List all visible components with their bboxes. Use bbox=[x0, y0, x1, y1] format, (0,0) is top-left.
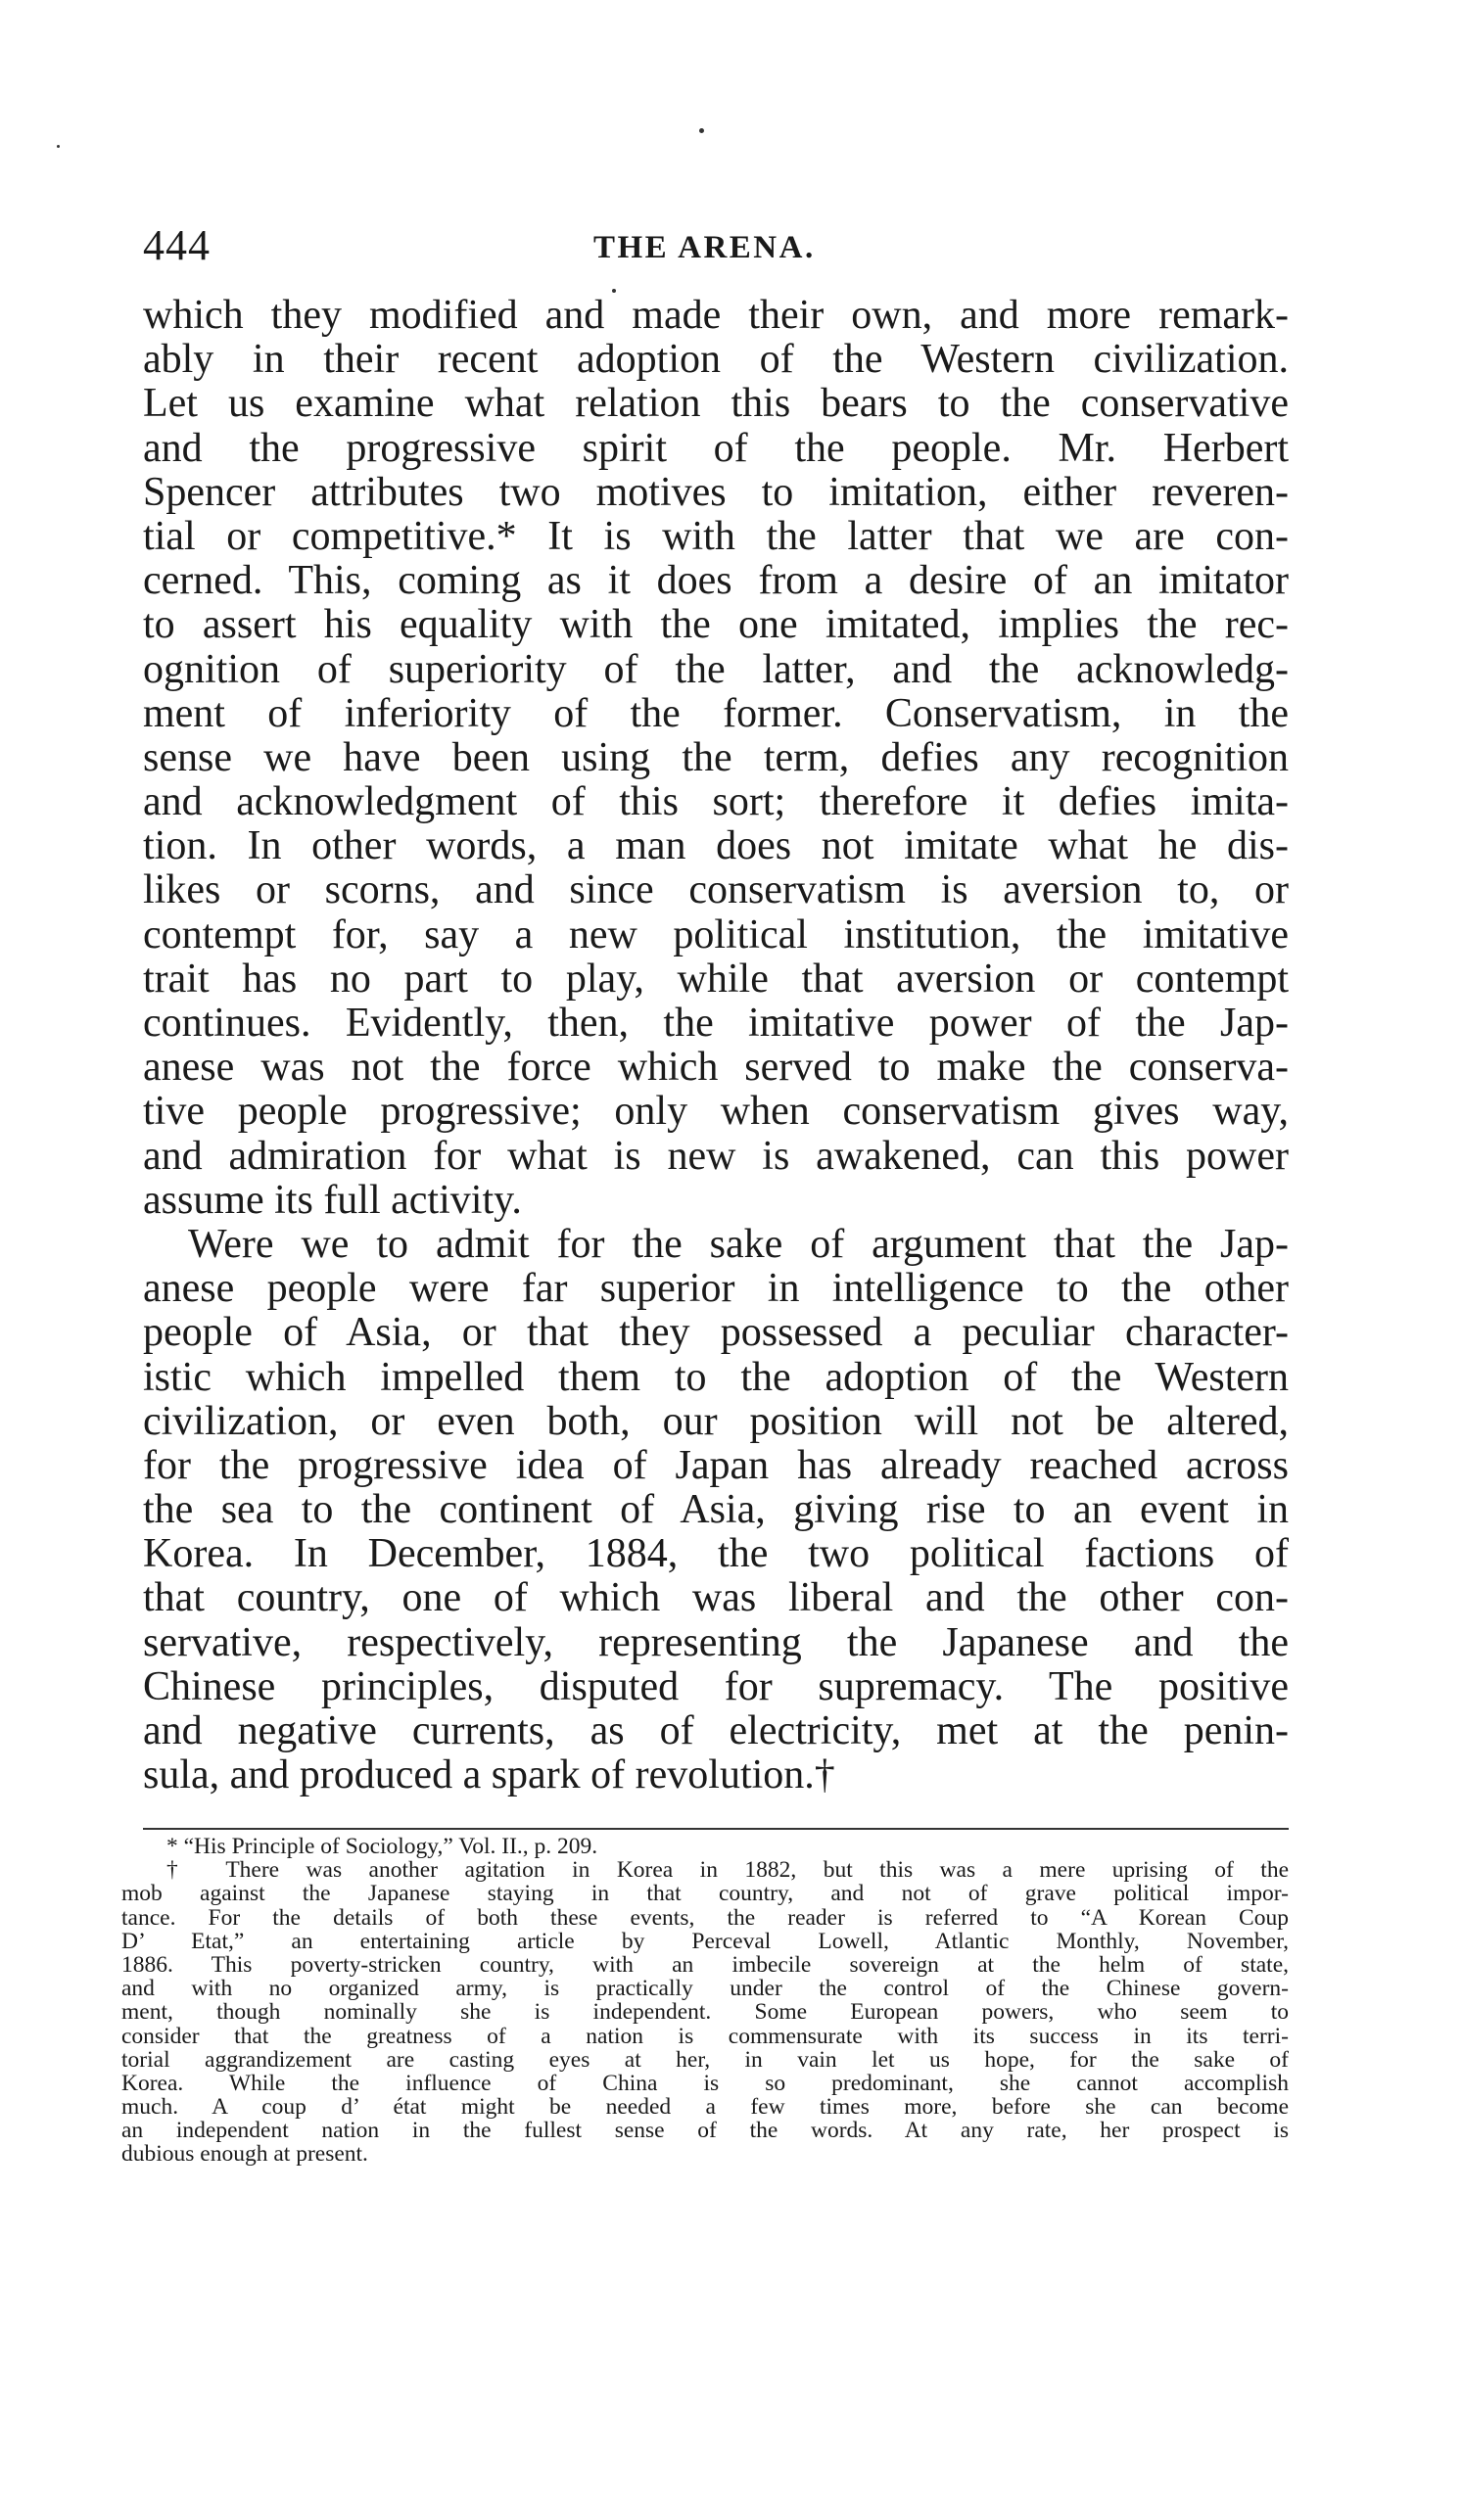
text-line: tive people progressive; only when conservatism gives way, bbox=[143, 1089, 1289, 1135]
footnote-line: 1886. This poverty-stricken country, with an imbecile sovereign at the helm of state, bbox=[121, 1951, 1289, 1978]
page-number: 444 bbox=[143, 221, 211, 269]
text-line: contempt for, say a new political institution, the imitative bbox=[143, 911, 1289, 957]
ink-speck bbox=[57, 145, 60, 148]
footnote-line: and with no organized army, is practically under the control of the Chinese govern- bbox=[121, 1976, 1289, 2002]
footnote-line: † There was another agitation in Korea in 1882, but this was a mere uprising of the bbox=[166, 1857, 1289, 1884]
footnote-line: * “His Principle of Sociology,” Vol. II., p. 209. bbox=[166, 1834, 598, 1859]
footnote-line: Korea. While the influence of China is so predominant, she cannot accomplish bbox=[121, 2070, 1289, 2096]
text-line: the sea to the continent of Asia, giving rise to an event in bbox=[143, 1487, 1289, 1533]
text-line: and admiration for what is new is awakened, can this power bbox=[143, 1133, 1289, 1179]
text-line: anese was not the force which served to make the conserva- bbox=[143, 1045, 1289, 1091]
footnotes bbox=[121, 1835, 1289, 2167]
text-line: ment of inferiority of the former. Conservatism, in the bbox=[143, 690, 1289, 736]
text-line: Chinese principles, disputed for supremacy. The positive bbox=[143, 1663, 1289, 1709]
text-line: that country, one of which was liberal and the other con- bbox=[143, 1575, 1289, 1621]
text-line: sense we have been using the term, defies any recognition bbox=[143, 734, 1289, 780]
text-line: assume its full activity. bbox=[143, 1177, 522, 1223]
footnote-line: consider that the greatness of a nation is commensurate with its success in its terri- bbox=[121, 2023, 1289, 2049]
text-line: Korea. In December, 1884, the two political factions of bbox=[143, 1531, 1289, 1577]
text-line: which they modified and made their own, and more remark- bbox=[143, 293, 1289, 338]
text-line: civilization, or even both, our position will not be altered, bbox=[143, 1398, 1289, 1444]
text-line: anese people were far superior in intelligence to the other bbox=[143, 1266, 1289, 1312]
text-line: likes or scorns, and since conservatism is aversion to, or bbox=[143, 867, 1289, 913]
footnote-line: tance. For the details of both these events, the reader is referred to “A Korean Coup bbox=[121, 1904, 1289, 1931]
text-line: Spencer attributes two motives to imitation, either reveren- bbox=[143, 469, 1289, 515]
footnote-line: mob against the Japanese staying in that country, and not of grave political impor- bbox=[121, 1881, 1289, 1907]
footnote-line: an independent nation in the fullest sense of the words. At any rate, her prospect is bbox=[121, 2118, 1289, 2144]
footnote-line: D’ Etat,” an entertaining article by Perceval Lowell, Atlantic Monthly, November, bbox=[121, 1928, 1289, 1954]
text-line: cerned. This, coming as it does from a desire of an imitator bbox=[143, 558, 1289, 604]
text-line: continues. Evidently, then, the imitative power of the Jap- bbox=[143, 1001, 1289, 1046]
footnote-line: ment, though nominally she is independent. Some European powers, who seem to bbox=[121, 1999, 1289, 2026]
text-line: servative, respectively, representing the Japanese and the bbox=[143, 1619, 1289, 1665]
footnote-line: much. A coup d’ état might be needed a few times more, before she can become bbox=[121, 2094, 1289, 2121]
text-line: for the progressive idea of Japan has already reached across bbox=[143, 1442, 1289, 1488]
text-line: sula, and produced a spark of revolution.† bbox=[143, 1752, 835, 1798]
text-line: and acknowledgment of this sort; therefore it defies imita- bbox=[143, 779, 1289, 825]
text-line: istic which impelled them to the adoption of the Western bbox=[143, 1354, 1289, 1400]
text-line: people of Asia, or that they possessed a peculiar character- bbox=[143, 1310, 1289, 1356]
ink-speck bbox=[699, 128, 704, 133]
text-line: tial or competitive.* It is with the latter that we are con- bbox=[143, 513, 1289, 559]
text-line: and the progressive spirit of the people. Mr. Herbert bbox=[143, 425, 1289, 471]
footnote-divider bbox=[143, 1828, 1289, 1830]
running-head: THE ARENA. bbox=[593, 230, 816, 265]
text-line: ognition of superiority of the latter, and the acknowledg- bbox=[143, 646, 1289, 692]
text-line: and negative currents, as of electricity, met at the penin- bbox=[143, 1708, 1289, 1753]
footnote-line: dubious enough at present. bbox=[121, 2141, 368, 2168]
text-line: ably in their recent adoption of the Western civilization. bbox=[143, 337, 1289, 383]
text-line: Were we to admit for the sake of argument that the Jap- bbox=[188, 1221, 1289, 1267]
text-line: tion. In other words, a man does not imitate what he dis- bbox=[143, 823, 1289, 869]
text-line: to assert his equality with the one imitated, implies the rec- bbox=[143, 602, 1289, 648]
footnote-line: torial aggrandizement are casting eyes at her, in vain let us hope, for the sake of bbox=[121, 2046, 1289, 2073]
text-line: trait has no part to play, while that aversion or contempt bbox=[143, 956, 1289, 1002]
text-line: Let us examine what relation this bears to the conservative bbox=[143, 381, 1289, 427]
page-header bbox=[143, 220, 1289, 279]
body-text bbox=[143, 294, 1289, 1797]
